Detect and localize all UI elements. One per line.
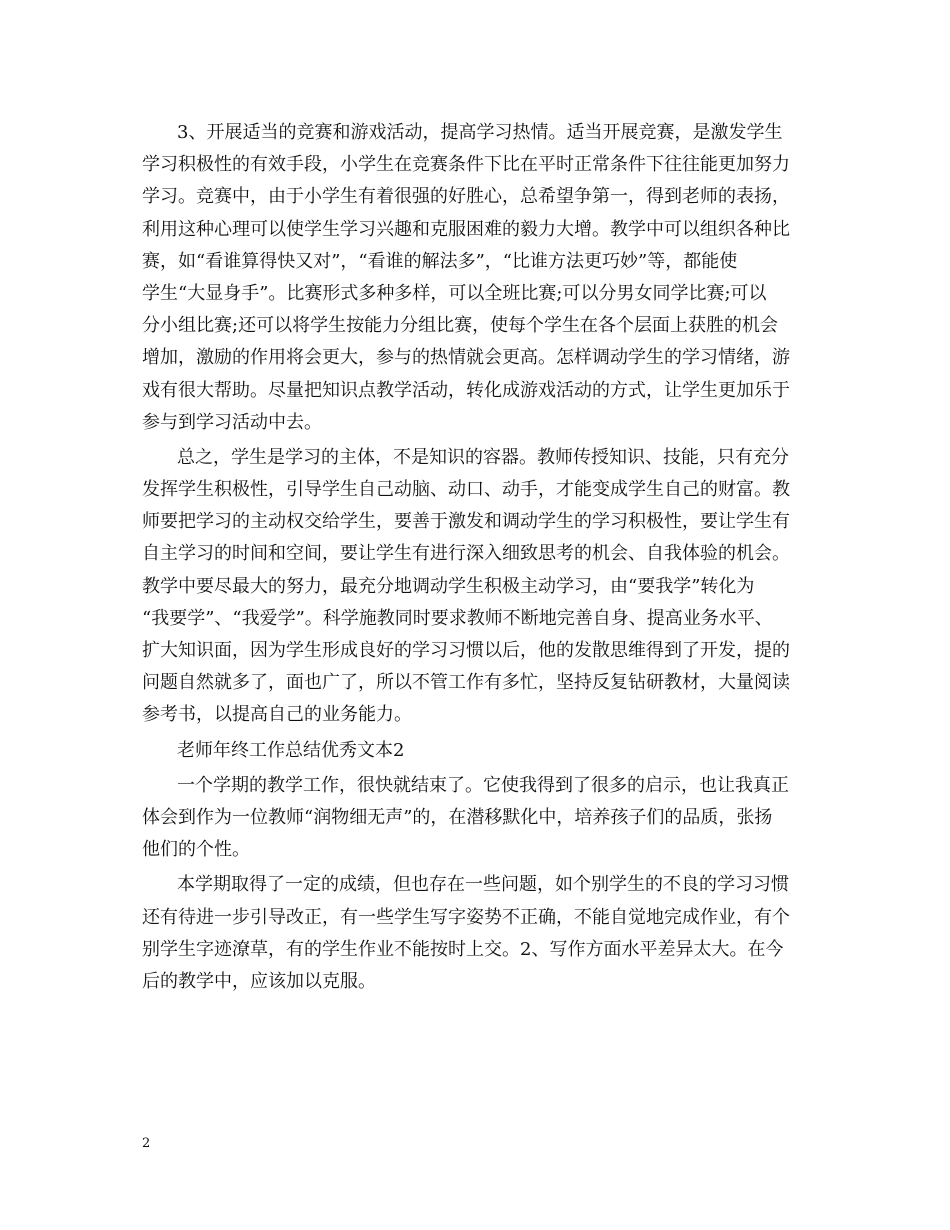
paragraph-competition [142,117,832,439]
document-body [142,117,832,998]
text-line: 利用这种心理可以使学生学习兴趣和克服困难的毅力大增。教学中可以组织各种比 [142,218,790,240]
text-line: 本学期取得了一定的成绩，但也存在一些问题，如个别学生的不良的学习习惯 [177,874,789,896]
heading-text: 老师年终工作总结优秀文本2 [177,739,405,761]
text-line: 3、开展适当的竞赛和游戏活动，提高学习热情。适当开展竞赛，是激发学生 [177,122,783,143]
text-line: 后的教学中，应该加以克服。 [142,970,376,992]
text-line: 学生“大显身手”。比赛形式多种多样，可以全班比赛;可以分男女同学比赛;可以 [142,282,767,304]
paragraph-semester-intro [142,770,832,867]
text-line: 体会到作为一位教师“润物细无声”的，在潜移默化中，培养孩子们的品质，张扬 [142,806,773,828]
text-line: 发挥学生积极性，引导学生自己动脑、动口、动手，才能变成学生自己的财富。教 [142,479,790,501]
page-number: 2 [142,1136,151,1151]
text-line: 问题自然就多了，面也广了，所以不管工作有多忙，坚持反复钻研教材，大量阅读 [142,672,790,694]
text-line: 戏有很大帮助。尽量把知识点教学活动，转化成游戏活动的方式，让学生更加乐于 [142,379,790,401]
paragraph-summary [142,442,832,732]
text-line: 参考书，以提高自己的业务能力。 [142,704,412,726]
text-line: 总之，学生是学习的主体，不是知识的容器。教师传授知识、技能，只有充分 [177,446,789,468]
section-heading [142,735,832,767]
text-line: “我要学”、“我爱学”。科学施教同时要求教师不断地完善自身、提高业务水平、 [142,607,773,629]
text-line: 赛，如“看谁算得快又对”，“看谁的解法多”，“比谁方法更巧妙”等，都能使 [142,250,738,272]
text-line: 自主学习的时间和空间，要让学生有进行深入细致思考的机会、自我体验的机会。 [142,543,790,565]
text-line: 师要把学习的主动权交给学生，要善于激发和调动学生的学习积极性，要让学生有 [142,511,790,533]
text-line: 增加，激励的作用将会更大，参与的热情就会更高。怎样调动学生的学习情绪，游 [142,347,790,369]
text-line: 教学中要尽最大的努力，最充分地调动学生积极主动学习，由“要我学”转化为 [142,575,755,597]
text-line: 分小组比赛;还可以将学生按能力分组比赛，使每个学生在各个层面上获胜的机会 [142,315,779,337]
text-line: 学习积极性的有效手段，小学生在竞赛条件下比在平时正常条件下往往能更加努力 [142,154,790,176]
text-line: 参与到学习活动中去。 [142,411,322,433]
paragraph-problems [142,869,832,998]
text-line: 学习。竞赛中，由于小学生有着很强的好胜心，总希望争第一，得到老师的表扬， [142,186,790,208]
text-line: 一个学期的教学工作，很快就结束了。它使我得到了很多的启示，也让我真正 [177,774,789,796]
text-line: 扩大知识面，因为学生形成良好的学习习惯以后，他的发散思维得到了开发，提的 [142,640,790,661]
text-line: 还有待进一步引导改正，有一些学生写字姿势不正确，不能自觉地完成作业，有个 [142,906,790,928]
text-line: 他们的个性。 [142,839,250,861]
text-line: 别学生字迹潦草，有的学生作业不能按时上交。2、写作方面水平差异太大。在今 [142,938,784,960]
